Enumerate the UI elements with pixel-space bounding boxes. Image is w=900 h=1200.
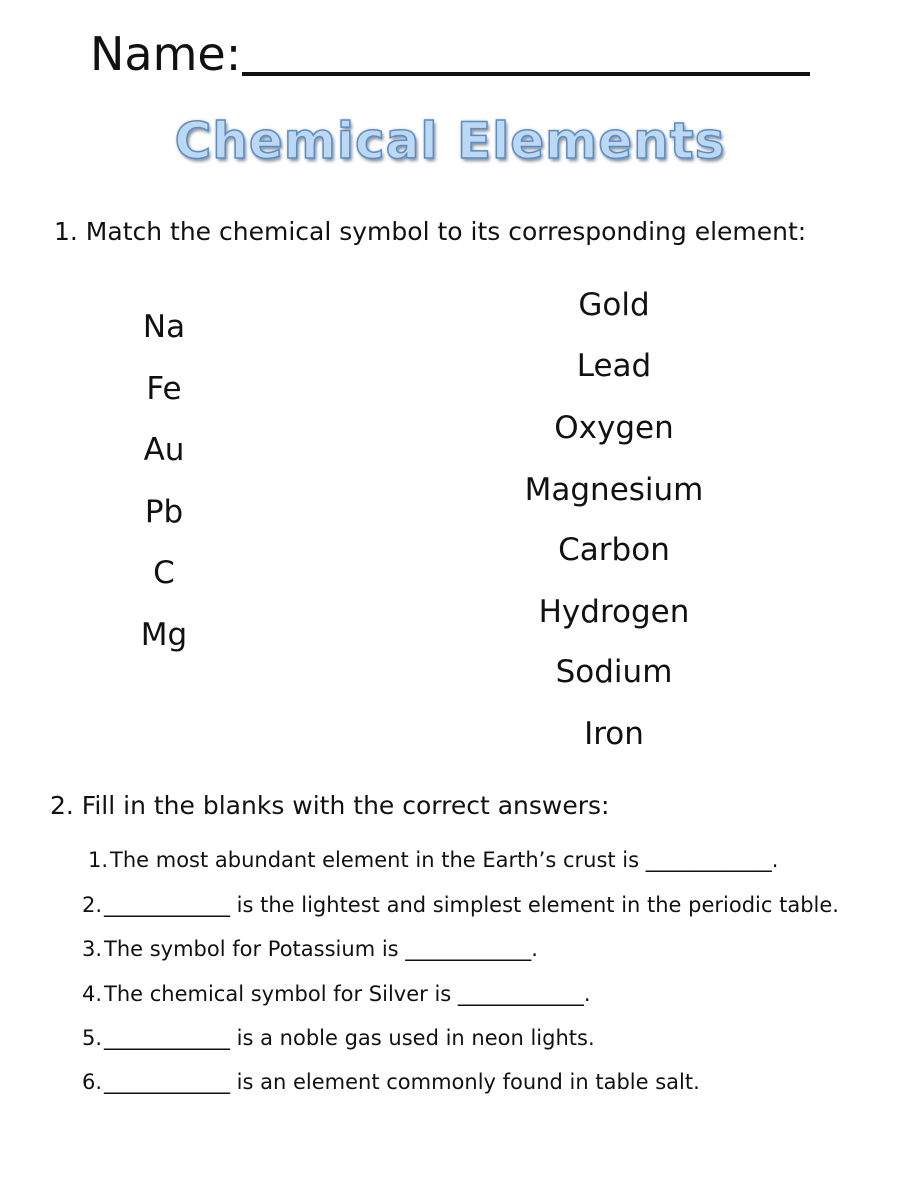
symbol-item[interactable]: Na — [142, 309, 186, 345]
element-item[interactable]: Magnesium — [524, 472, 704, 508]
name-blank-line[interactable] — [242, 72, 810, 76]
question-text: The chemical symbol for Silver is ____________. — [104, 982, 591, 1006]
element-item[interactable]: Lead — [576, 348, 652, 384]
question-number: 6. — [82, 1070, 103, 1094]
question-item[interactable] — [82, 891, 839, 919]
name-field[interactable] — [90, 26, 830, 86]
question-number: 4. — [82, 982, 103, 1006]
element-item[interactable]: Iron — [584, 716, 644, 752]
worksheet-title: Chemical Elements — [174, 112, 726, 170]
question-item[interactable] — [82, 935, 538, 963]
element-item[interactable]: Carbon — [558, 532, 670, 568]
question-item[interactable] — [88, 846, 778, 874]
question-text: ____________ is a noble gas used in neon lights. — [104, 1026, 595, 1050]
question-item[interactable] — [82, 1024, 595, 1052]
question-text: The symbol for Potassium is ____________. — [104, 937, 538, 961]
symbol-item[interactable]: Au — [143, 432, 185, 468]
question-text: ____________ is an element commonly found in table salt. — [104, 1070, 700, 1094]
question-text: The most abundant element in the Earth’s crust is ____________. — [110, 848, 779, 872]
symbol-item[interactable]: Pb — [144, 494, 184, 530]
question-item[interactable] — [82, 980, 591, 1008]
element-item[interactable]: Oxygen — [554, 410, 674, 446]
symbol-item[interactable]: C — [153, 555, 175, 591]
section2-heading: 2. Fill in the blanks with the correct answers: — [50, 791, 610, 820]
question-item[interactable] — [82, 1068, 700, 1096]
symbol-item[interactable]: Mg — [140, 617, 188, 653]
question-text: ____________ is the lightest and simplest element in the periodic table. — [104, 893, 839, 917]
question-number: 2. — [82, 893, 103, 917]
section1-heading: 1. Match the chemical symbol to its corresponding element: — [54, 217, 807, 246]
element-item[interactable]: Sodium — [555, 654, 673, 690]
element-item[interactable]: Gold — [578, 287, 650, 323]
question-number: 1. — [88, 848, 109, 872]
symbol-item[interactable]: Fe — [146, 371, 182, 407]
question-number: 5. — [82, 1026, 103, 1050]
element-item[interactable]: Hydrogen — [538, 594, 690, 630]
question-number: 3. — [82, 937, 103, 961]
name-label: Name: — [90, 27, 242, 81]
